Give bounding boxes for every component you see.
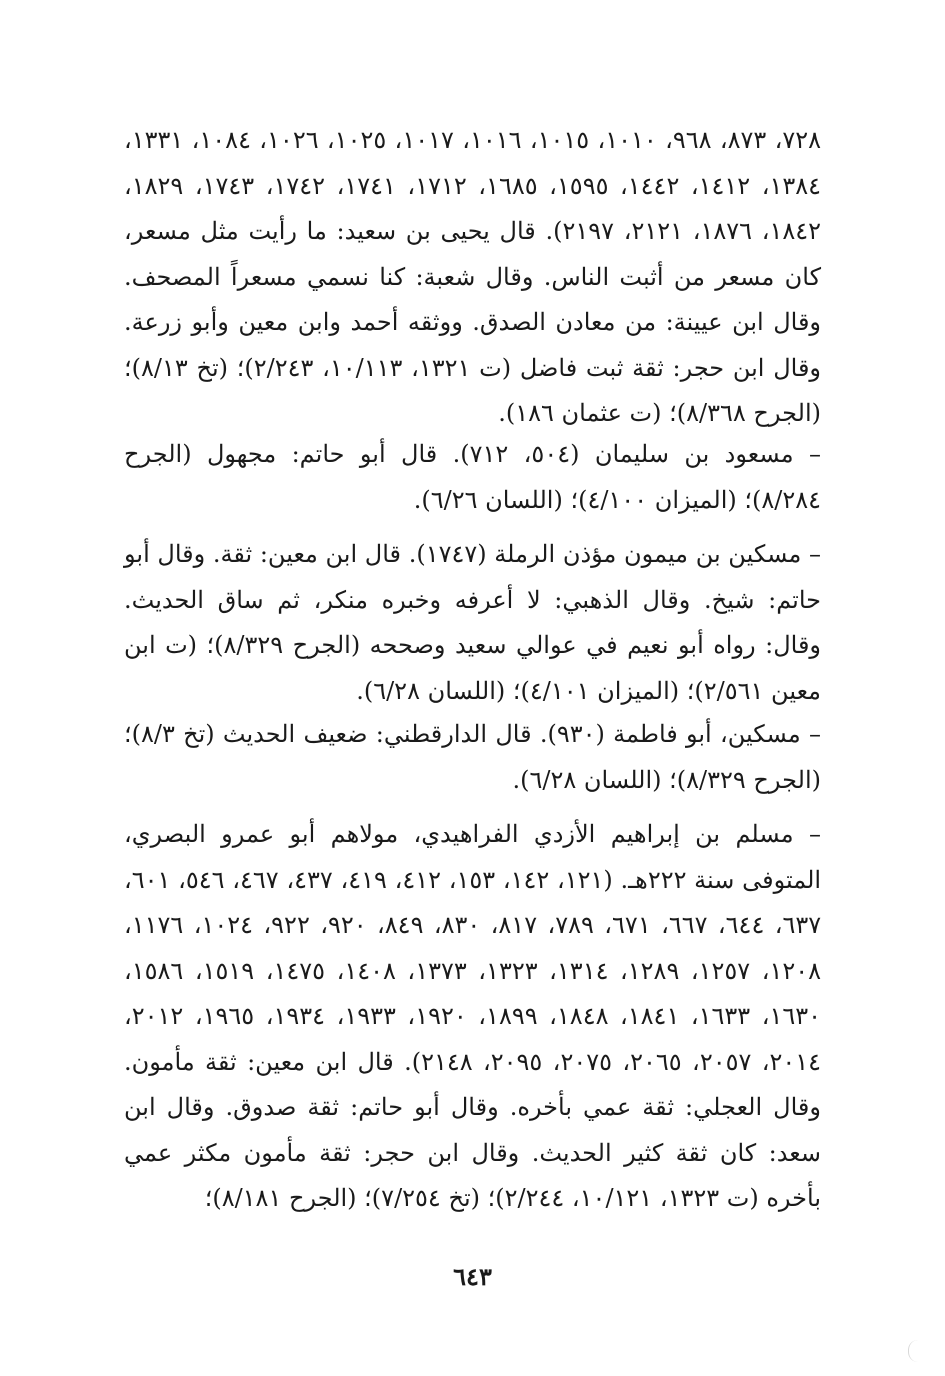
entry-paragraph-miskin-abu-fatima: – مسكين، أبو فاطمة (٩٣٠). قال الدارقطني: ضعيف الحديث (تخ ٨/٣)؛ (الجرح ٨/٣٢٩)؛ (اللسان ٦/٢٨).	[124, 720, 821, 794]
page-edge-mark	[908, 1340, 923, 1362]
entry-paragraph-masud-bin-sulayman: – مسعود بن سليمان (٥٠٤، ٧١٢). قال أبو حاتم: مجهول (الجرح ٨/٢٨٤)؛ (الميزان ٤/١٠٠)؛ (اللسان ٦/٢٦).	[124, 440, 821, 514]
entry-paragraph-misar-continuation: ٧٢٨، ٨٧٣، ٩٦٨، ١٠١٠، ١٠١٥، ١٠١٦، ١٠١٧، ١٠٢٥، ١٠٢٦، ١٠٨٤، ١٣٣١، ١٣٨٤، ١٤١٢، ١٤٤٢، ١٥٩٥، ١٦٨٥، ١٧١٢، ١٧٤١، ١٧٤٢، ١٧٤٣، ١٨٢٩، ١٨٤٢، ١٨٧٦، ٢١٢١، ٢١٩٧). قال يحيى بن سعيد: ما رأيت مثل مسعر، كان مسعر من أثبت الناس. وقال شعبة: كنا نسمي مسعراً المصحف. وقال ابن عيينة: من معادن الصدق. ووثقه أحمد وابن معين وأبو زرعة. وقال ابن حجر: ثقة ثبت فاضل (ت ١٣٢١، ١٠/١١٣، ٢/٢٤٣)؛ (تخ ٨/١٣)؛ (الجرح ٨/٣٦٨)؛ (ت عثمان ١٨٦).	[124, 126, 822, 427]
page-number: ٦٤٣	[453, 1262, 492, 1291]
entry-paragraph-muslim-bin-ibrahim: – مسلم بن إبراهيم الأزدي الفراهيدي، مولاهم أبو عمرو البصري، المتوفى سنة ٢٢٢هـ. (١٢١، ١٤٢، ١٥٣، ٤١٢، ٤١٩، ٤٣٧، ٤٦٧، ٥٤٦، ٦٠١، ٦٣٧، ٦٤٤، ٦٦٧، ٦٧١، ٧٨٩، ٨١٧، ٨٣٠، ٨٤٩، ٩٢٠، ٩٢٢، ١٠٢٤، ١١٧٦، ١٢٠٨، ١٢٥٧، ١٢٨٩، ١٣١٤، ١٣٢٣، ١٣٧٣، ١٤٠٨، ١٤٧٥، ١٥١٩، ١٥٨٦، ١٦٣٠، ١٦٣٣، ١٨٤١، ١٨٤٨، ١٨٩٩، ١٩٢٠، ١٩٣٣، ١٩٣٤، ١٩٦٥، ٢٠١٢، ٢٠١٤، ٢٠٥٧، ٢٠٦٥، ٢٠٧٥، ٢٠٩٥، ٢١٤٨). قال ابن معين: ثقة مأمون. وقال العجلي: ثقة عمي بأخره. وقال أبو حاتم: ثقة صدوق. وقال ابن سعد: كان ثقة كثير الحديث. وقال ابن حجر: ثقة مأمون مكثر عمي بأخره (ت ١٣٢٣، ١٠/١٢١، ٢/٢٤٤)؛ (تخ ٧/٢٥٤)؛ (الجرح ٨/١٨١)؛	[124, 820, 822, 1212]
entry-paragraph-miskin-bin-maymun: – مسكين بن ميمون مؤذن الرملة (١٧٤٧). قال ابن معين: ثقة. وقال أبو حاتم: شيخ. وقال الذهبي: لا أعرفه وخبره منكر، ثم ساق الحديث. وقال: رواه أبو نعيم في عوالي سعيد وصححه (الجرح ٨/٣٢٩)؛ (ت ابن معين ٢/٥٦١)؛ (الميزان ٤/١٠١)؛ (اللسان ٦/٢٨).	[124, 540, 822, 705]
